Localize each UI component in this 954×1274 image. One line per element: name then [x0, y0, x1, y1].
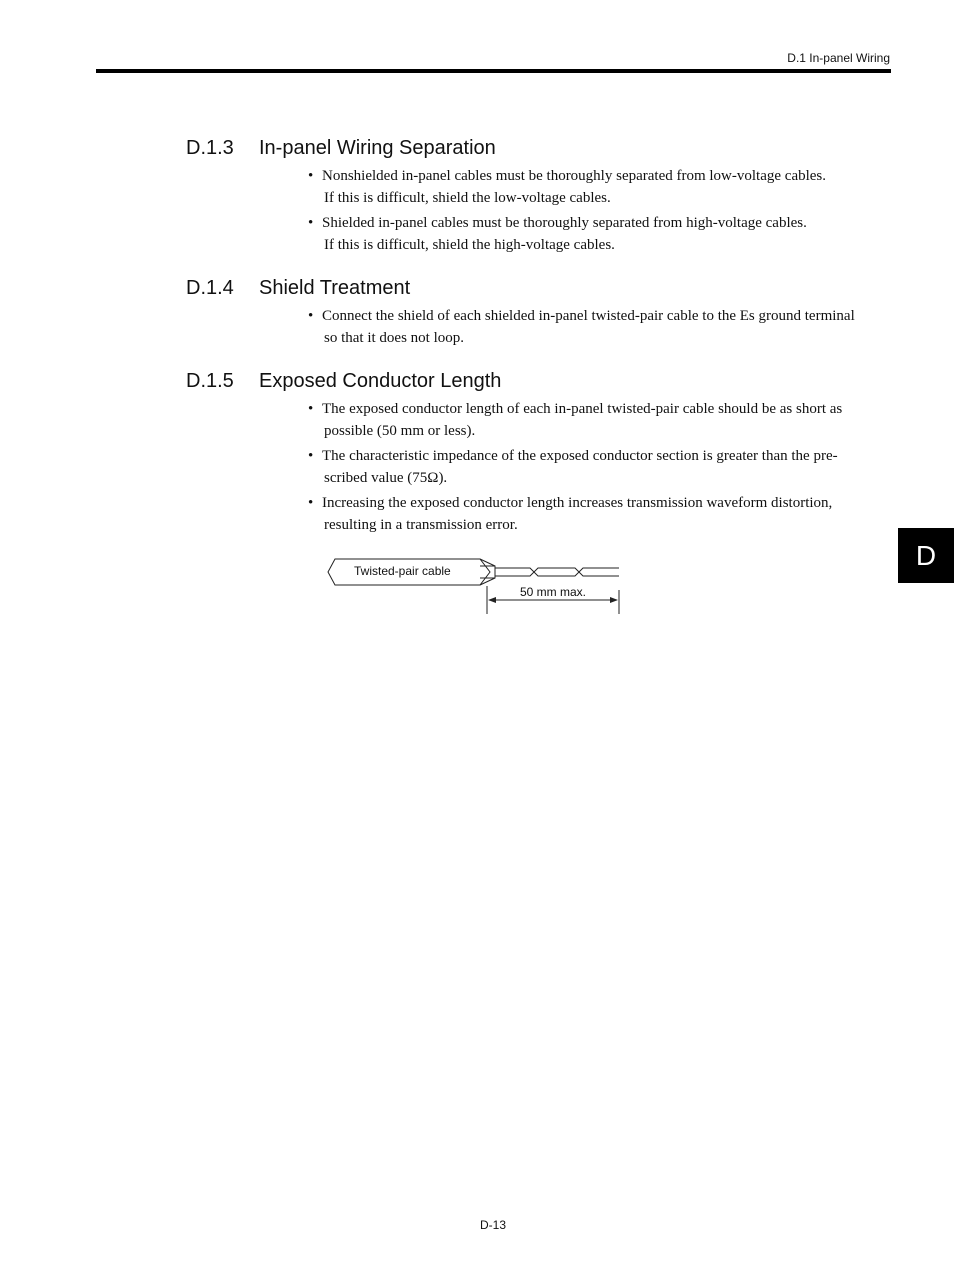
- list-item-line: The exposed conductor length of each in-panel twisted-pair cable should be as short as: [322, 401, 843, 417]
- chapter-tab-letter: D: [915, 539, 937, 571]
- arrow-right-icon: [610, 597, 618, 603]
- bullet-icon: •: [308, 215, 314, 231]
- section-d-1-3: [186, 136, 891, 259]
- list-item-line: If this is difficult, shield the high-voltage cables.: [324, 237, 615, 253]
- cable-diagram: [325, 556, 625, 618]
- section-title: Exposed Conductor Length: [259, 370, 502, 392]
- list-item-line: The characteristic impedance of the exposed conductor section is greater than the pre-: [322, 448, 838, 464]
- list-item-line: Connect the shield of each shielded in-panel twisted-pair cable to the Es ground terminal: [322, 308, 855, 324]
- list-item: [306, 492, 891, 536]
- section-title: In-panel Wiring Separation: [259, 137, 496, 159]
- arrow-left-icon: [488, 597, 496, 603]
- header-rule: [96, 69, 891, 73]
- list-item-line: scribed value (75Ω).: [324, 470, 448, 486]
- list-item: [306, 445, 891, 489]
- section-d-1-5: [186, 369, 891, 539]
- dimension-label: 50 mm max.: [520, 585, 587, 599]
- list-item-line: Shielded in-panel cables must be thoroughly separated from high-voltage cables.: [322, 215, 807, 231]
- section-d-1-4: [186, 276, 891, 352]
- list-item: [306, 305, 891, 349]
- list-item-line: Increasing the exposed conductor length increases transmission waveform distortion,: [322, 495, 833, 511]
- list-item-line: possible (50 mm or less).: [324, 423, 476, 439]
- jacket-end: [480, 559, 495, 585]
- list-item-line: resulting in a transmission error.: [324, 517, 518, 533]
- section-heading: [186, 136, 891, 160]
- chapter-tab: [898, 528, 954, 583]
- list-item: [306, 398, 891, 442]
- list-item: [306, 165, 891, 209]
- section-heading: [186, 369, 891, 393]
- section-number: D.1.5: [186, 370, 234, 392]
- bullet-list: [306, 398, 891, 536]
- cable-label: Twisted-pair cable: [354, 564, 451, 578]
- list-item-line: so that it does not loop.: [324, 330, 464, 346]
- section-number: D.1.4: [186, 277, 234, 299]
- bullet-list: [306, 305, 891, 349]
- running-head: D.1 In-panel Wiring: [787, 51, 890, 65]
- list-item-line: Nonshielded in-panel cables must be thoroughly separated from low-voltage cables.: [322, 168, 827, 184]
- bullet-icon: •: [308, 495, 314, 511]
- bullet-icon: •: [308, 308, 314, 324]
- list-item-line: If this is difficult, shield the low-voltage cables.: [324, 190, 611, 206]
- section-title: Shield Treatment: [259, 277, 411, 299]
- conductor-wire-a: [495, 568, 619, 576]
- section-heading: [186, 276, 891, 300]
- section-number: D.1.3: [186, 137, 234, 159]
- list-item: [306, 212, 891, 256]
- page-number: D-13: [479, 1218, 506, 1232]
- bullet-icon: •: [308, 448, 314, 464]
- bullet-list: [306, 165, 891, 256]
- conductor-wire-b: [495, 568, 619, 576]
- bullet-icon: •: [308, 401, 314, 417]
- bullet-icon: •: [308, 168, 314, 184]
